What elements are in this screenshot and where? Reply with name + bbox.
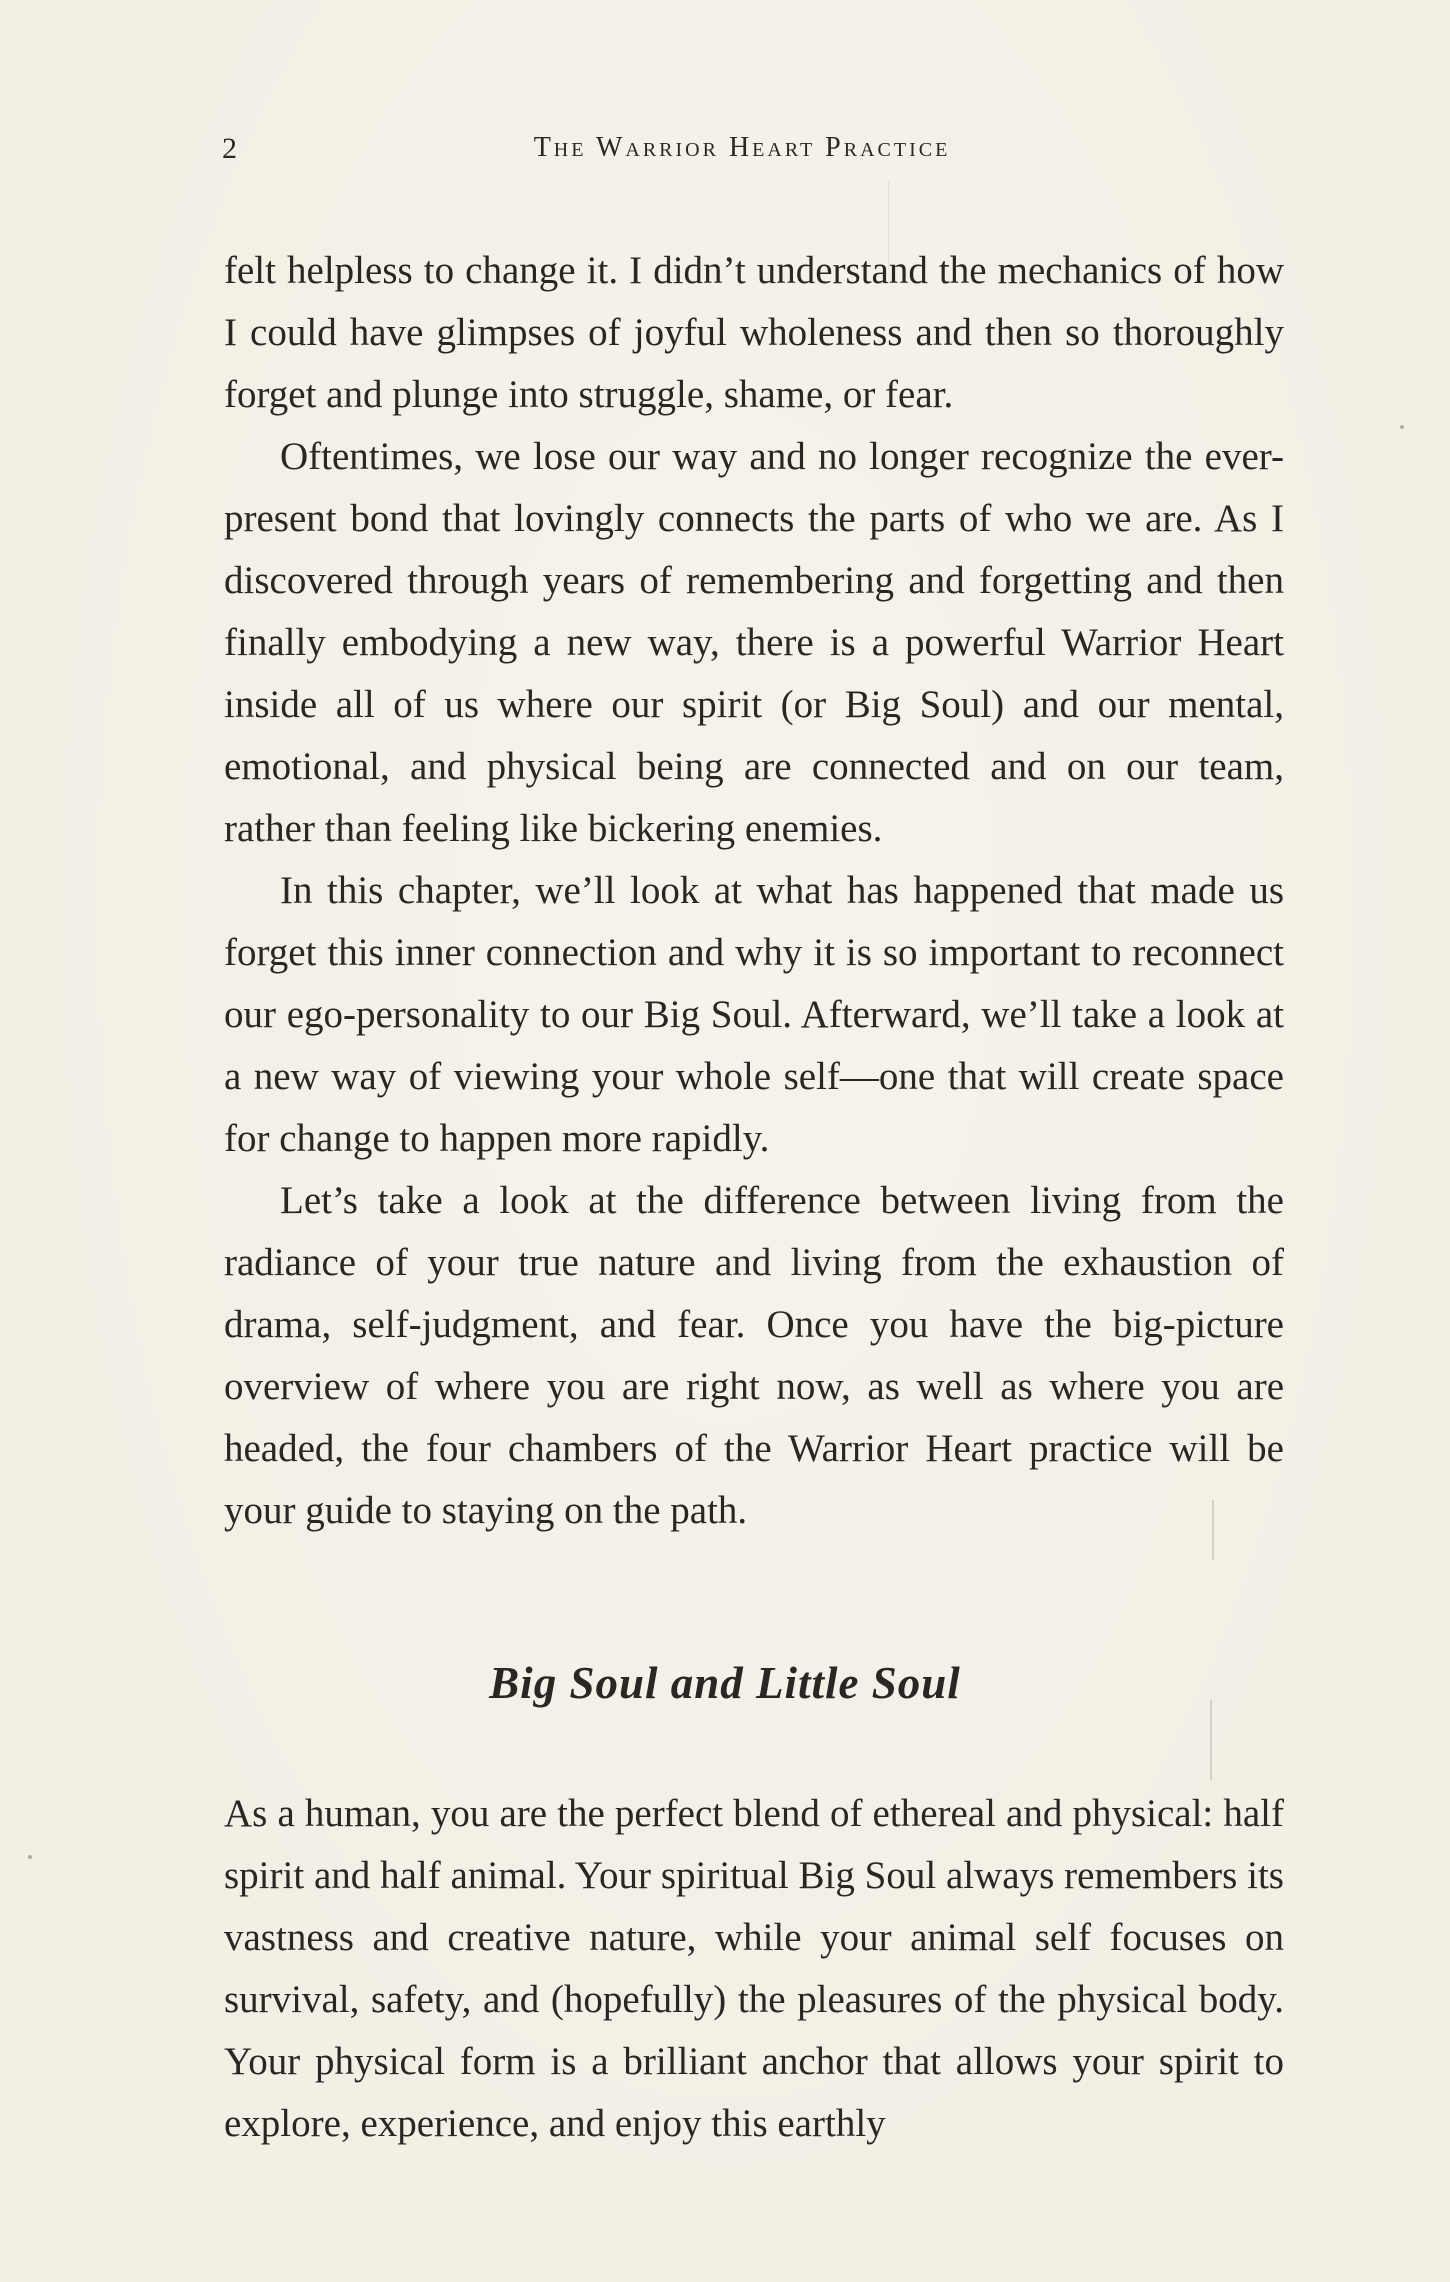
page-number: 2 bbox=[222, 132, 238, 165]
paragraph: Oftentimes, we lose our way and no longer recognize the ever-present bond that lovingly connects the parts of who we are. As I discovered through years of remembering and forgetting and then finally embodying a new way, there is a powerful Warrior Heart inside all of us where our spirit (or Big Soul) and our mental, emotional, and physical being are connected and on our team, rather than feeling like bickering enemies. bbox=[224, 435, 1284, 850]
scan-speck bbox=[28, 1855, 32, 1859]
section-heading: Big Soul and Little Soul bbox=[489, 1658, 961, 1708]
paragraph: In this chapter, we’ll look at what has happened that made us forget this inner connection and why it is so important to reconnect our ego-personality to our Big Soul. Afterward, we’ll take a look at a new way of viewing your whole self—one that will create space for change to happen more rapidly. bbox=[224, 869, 1284, 1160]
paragraph-continuation: felt helpless to change it. I didn’t understand the mechanics of how I could have glimpses of joyful wholeness and then so thoroughly forget and plunge into struggle, shame, or fear. bbox=[224, 249, 1284, 416]
scan-speck bbox=[1400, 425, 1404, 429]
running-head bbox=[0, 132, 1450, 172]
scan-artifact bbox=[1210, 1700, 1212, 1780]
paragraph: As a human, you are the perfect blend of ethereal and physical: half spirit and half animal. Your spiritual Big Soul always remembers its vastness and creative nature, while your animal self focuses on survival, safety, and (hopefully) the pleasures of the physical body. Your physical form is a brilliant anchor that allows your spirit to explore, experience, and enjoy this earthly bbox=[224, 1792, 1284, 2145]
running-title: The Warrior Heart Practice bbox=[533, 132, 951, 163]
paragraph: Let’s take a look at the difference between living from the radiance of your true nature and living from the exhaustion of drama, self-judgment, and fear. Once you have the big-picture overview of where you are right now, as well as where you are headed, the four chambers of the Warrior Heart practice will be your guide to staying on the path. bbox=[224, 1179, 1284, 1532]
section-body bbox=[224, 1783, 1284, 2155]
body-text bbox=[224, 240, 1284, 1542]
